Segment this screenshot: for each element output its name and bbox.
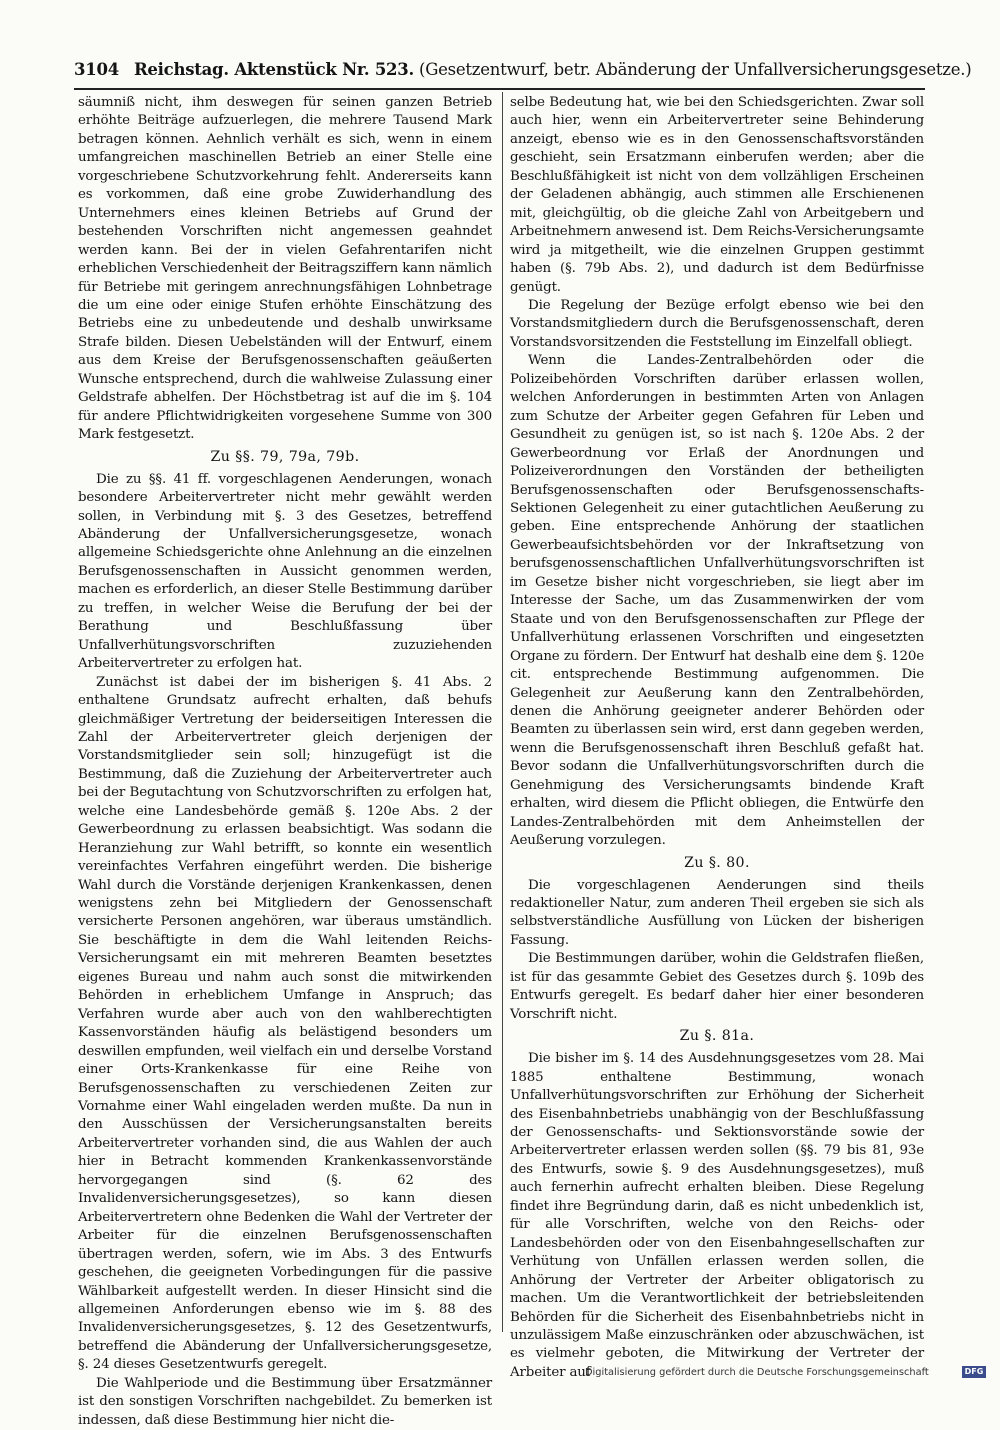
paragraph: säumniß nicht, ihm deswegen für seinen ganzen Betrieb erhöhte Beiträge aufzuerlegen, die mehrere Tausend Mark betragen können. Aehnlich verhält es sich, wenn in einem umfangreichen maschinellen Betrieb an einer Stelle eine vorgeschriebene Schutzvorkehrung fehlt. Andererseits kann es vorkommen, daß eine grobe Zuwiderhandlung des Unternehmers eines kleinen Betriebs auf Grund der bestehenden Vorschriften nicht angemessen geahndet werden kann. Bei der in vielen Gefahrentarifen nicht erheblichen Verschiedenheit der Beitragsziffern kann nämlich für Betriebe mit geringem anrechnungsfähigen Lohnbetrage die um eine oder einige Stufen erhöhte Einschätzung des Betriebs eine zu unbedeutende und deshalb unwirksame Strafe bilden. Diesen Uebelständen will der Entwurf, einem aus dem Kreise der Berufsgenossenschaften geäußerten Wunsche entsprechend, durch die wahlweise Zulassung einer Geldstrafe abhelfen. Der Höchstbetrag ist auf die im §. 104 für andere Pflichtwidrigkeiten vorgesehene Summe von 300 Mark festgesetzt. [78,95,492,443]
header-rule [74,88,925,90]
page-subtitle: (Gesetzentwurf, betr. Abänderung der Unfallversicherungsgesetze.) [419,60,972,79]
left-column [78,94,492,1430]
column-divider [502,92,503,1332]
paragraph: Zunächst ist dabei der im bisherigen §. 41 Abs. 2 enthaltene Grundsatz aufrecht erhalten, daß behufs gleichmäßiger Vertretung der beiderseitigen Interessen die Zahl der Arbeitervertreter gleich derjenigen der Vorstandsmitglieder sein soll; hinzugefügt ist die Bestimmung, daß die Zuziehung der Arbeitervertreter auch bei der Begutachtung von Schutzvorschriften zu erfolgen hat, welche eine Landesbehörde gemäß §. 120e Abs. 2 der Gewerbeordnung zu erlassen beabsichtigt. Was sodann die Heranziehung zur Wahl betrifft, so konnte ein wesentlich vereinfachtes Verfahren eingeführt werden. Die bisherige Wahl durch die Vorstände derjenigen Krankenkassen, denen wenigstens zehn bei Mitgliedern der Genossenschaft versicherte Personen angehören, war überaus umständlich. Sie beschäftigte in dem die Wahl leitenden Reichs-Versicherungsamt ein mit mehreren Beamten besetztes eigenes Bureau und nahm auch sonst die mitwirkenden Behörden in erheblichem Umfange in Anspruch; das Verfahren wurde aber auch von den wahlberechtigten Kassenvorständen häufig als belästigend besonders um deswillen empfunden, weil vielfach ein und derselbe Vorstand einer Orts-Krankenkasse für eine Reihe von Berufsgenossenschaften zu verschiedenen Zeiten zur Vornahme einer Wahl eingeladen werden mußte. Da nun in den Ausschüssen der Versicherungsanstalten bereits Arbeitervertreter vorhanden sind, die aus Wahlen der auch hier in Betracht kommenden Krankenkassenvorstände hervorgegangen sind (§. 62 des Invalidenversicherungsgesetzes), so kann diesen Arbeitervertretern ohne Bedenken die Wahl der Vertreter der Arbeiter für die einzelnen Berufsgenossenschaften übertragen werden, sofern, wie im Abs. 3 des Entwurfs geschehen, die geeigneten Vorbedingungen für die passive Wählbarkeit aufgestellt werden. In dieser Hinsicht sind die allgemeinen Anforderungen ebenso wie im §. 88 des Invalidenversicherungsgesetzes, §. 12 des Gesetzentwurfs, betreffend die Abänderung der Unfallversicherungsgesetze, §. 24 dieses Gesetzentwurfs geregelt. [78,674,492,1373]
paragraph: Die Wahlperiode und die Bestimmung über Ersatzmänner ist den sonstigen Vorschriften nachgebildet. Zu bemerken ist indessen, daß diese Bestimmung hier nicht die- [78,1375,492,1428]
dfg-logo: DFG [962,1366,986,1378]
paragraph: Die Bestimmungen darüber, wohin die Geldstrafen fließen, ist für das gesammte Gebiet des Gesetzes durch §. 109b des Entwurfs geregelt. Es bedarf daher hier einer besonderen Vorschrift nicht. [510,951,924,1022]
paragraph: Wenn die Landes-Zentralbehörden oder die Polizeibehörden Vorschriften darüber erlassen wollen, welchen Anforderungen in bestimmten Arten von Anlagen zum Schutze der Arbeiter gegen Gefahren für Leben und Gesundheit zu genügen ist, so ist nach §. 120e Abs. 2 der Gewerbeordnung vor Erlaß der Anordnungen und Polizeiverordnungen den Vorständen der betheiligten Berufsgenossenschaften oder Berufsgenossenschafts-Sektionen Gelegenheit zu einer gutachtlichen Aeußerung zu geben. Eine entsprechende Anhörung der staatlichen Gewerbeaufsichtsbehörden vor der Inkraftsetzung von berufsgenossenschaftlichen Unfallverhütungsvorschriften ist im Gesetze bisher nicht vorgeschrieben, sie liegt aber im Interesse der Sache, um das Zusammenwirken der vom Staate und von den Berufsgenossenschaften zur Pflege der Unfallverhütung erlassenen Vorschriften und eingesetzten Organe zu fördern. Der Entwurf hat deshalb eine dem §. 120e cit. entsprechende Bestimmung aufgenommen. Die Gelegenheit zur Aeußerung kann den Zentralbehörden, denen die Anhörung geeigneter anderer Behörden oder Beamten zu überlassen sein wird, erst dann gegeben werden, wenn die Berufsgenossenschaft ihren Beschluß gefaßt hat. Bevor sodann die Unfallverhütungsvorschriften durch die Genehmigung des Versicherungsamts bindende Kraft erhalten, wird diesem die Pflicht obliegen, die Entwürfe den Landes-Zentralbehörden mit dem Anheimstellen der Aeußerung vorzulegen. [510,353,924,849]
paragraph: Die Regelung der Bezüge erfolgt ebenso wie bei den Vorstandsmitgliedern durch die Berufsgenossenschaft, deren Vorstandsvorsitzenden die Feststellung im Einzelfall obliegt. [510,297,924,350]
paragraph: Die vorgeschlagenen Aenderungen sind theils redaktioneller Natur, zum anderen Theil ergeben sie sich als selbstverständliche Ausfüllung von Lücken der bisherigen Fassung. [510,877,924,948]
footer-credit: Digitalisierung gefördert durch die Deutsche Forschungsgemeinschaft [585,1367,929,1378]
paragraph: selbe Bedeutung hat, wie bei den Schiedsgerichten. Zwar soll auch hier, wenn ein Arbeitervertreter seine Behinderung anzeigt, ebenso wie es in den Genossenschaftsvorständen geschieht, sein Ersatzmann einberufen werden; aber die Beschlußfähigkeit ist nicht von dem vollzähligen Erscheinen der Geladenen abhängig, auch stimmen alle Erschienenen mit, gleichgültig, ob die gleiche Zahl von Arbeitgebern und Arbeitnehmern anwesend ist. Dem Reichs-Versicherungsamte wird ja mitgetheilt, wie die einzelnen Gruppen gestimmt haben (§. 79b Abs. 2), und dadurch ist dem Bedürfnisse genügt. [510,95,924,295]
paragraph: Die bisher im §. 14 des Ausdehnungsgesetzes vom 28. Mai 1885 enthaltene Bestimmung, wonach Unfallverhütungsvorschriften zur Erhöhung der Sicherheit des Eisenbahnbetriebs unabhängig von der Beschlußfassung der Genossenschafts- und Sektionsvorstände sowie der Arbeitervertreter erlassen werden sollen (§§. 79 bis 81, 93e des Entwurfs, sowie §. 9 des Ausdehnungsgesetzes), muß auch fernerhin aufrecht erhalten bleiben. Diese Regelung findet ihre Begründung darin, daß es nicht unbedenklich ist, für alle Vorschriften, welche von den Reichs- oder Landesbehörden oder von den Eisenbahngesellschaften zur Verhütung von Unfällen erlassen werden sollen, die Anhörung der Vertreter der Arbeiter obligatorisch zu machen. Um die Verantwortlichkeit der betriebsleitenden Behörden für die Sicherheit des Eisenbahnbetriebs nicht in unzulässigem Maße einzuschränken oder abzuschwächen, ist es vielmehr geboten, die Mitwirkung der Vertreter der Arbeiter auf [510,1051,924,1380]
paragraph: Die zu §§. 41 ff. vorgeschlagenen Aenderungen, wonach besondere Arbeitervertreter nicht mehr gewählt werden sollen, in Verbindung mit §. 3 des Gesetzes, betreffend Abänderung der Unfallversicherungsgesetze, wonach allgemeine Schiedsgerichte ohne Anlehnung an die einzelnen Berufsgenossenschaften in Aussicht genommen werden, machen es erforderlich, an dieser Stelle Bestimmung darüber zu treffen, in welcher Weise die Berufung der bei der Berathung und Beschlußfassung über Unfallverhütungsvorschriften zuzuziehenden Arbeitervertreter zu erfolgen hat. [78,471,492,672]
section-heading: Zu §§. 79, 79a, 79b. [210,448,360,465]
page-header [74,58,972,82]
right-column [510,94,924,1382]
section-heading: Zu §. 80. [684,854,750,871]
page-title: Reichstag. Aktenstück Nr. 523. [133,60,415,79]
page-number: 3104 [74,60,119,79]
section-heading: Zu §. 81a. [679,1028,755,1045]
